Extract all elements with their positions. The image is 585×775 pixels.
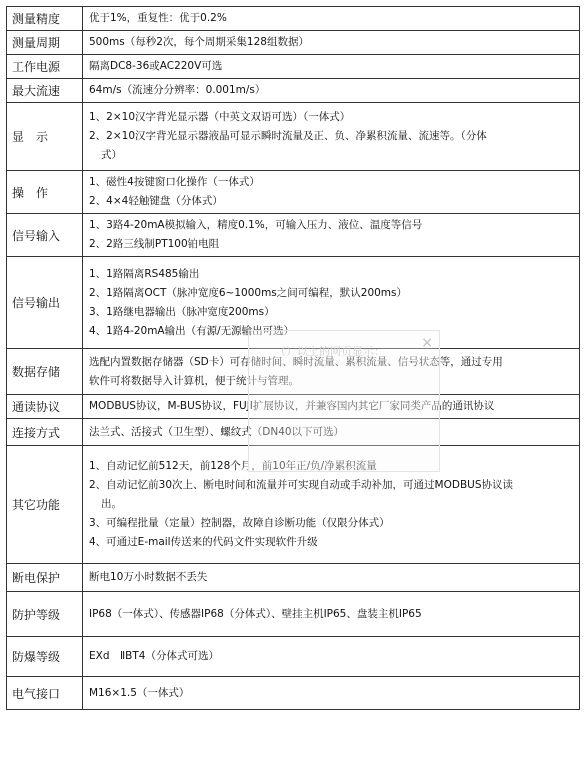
spec-value [83,171,580,214]
spec-value [83,677,580,710]
spec-value-line: 1、3路4-20mA模拟输入，精度0.1%，可输入压力、液位、温度等信号 [89,219,423,231]
spec-label: 操 作 [7,171,83,214]
spec-value-line: 出。 [101,498,122,510]
spec-row [7,103,580,171]
spec-value [83,564,580,592]
spec-row [7,677,580,710]
spec-label: 信号输出 [7,257,83,349]
spec-value [83,79,580,103]
spec-row [7,214,580,257]
spec-value-line: MODBUS协议，M-BUS协议，FUJI扩展协议，并兼容国内其它厂家同类产品的通讯协议 [89,400,495,412]
spec-label: 工作电源 [7,55,83,79]
spec-label: 信号输入 [7,214,83,257]
spec-label: 防护等级 [7,592,83,637]
spec-row [7,79,580,103]
spec-row [7,55,580,79]
spec-label: 最大流速 [7,79,83,103]
close-icon[interactable]: × [421,335,433,351]
spec-label: 数据存储 [7,349,83,395]
spec-value-line: 选配内置数据存储器（SD卡）可存储时间、瞬时流量、累积流量、信号状态等，通过专用 [89,355,503,368]
spec-value-line: 1、自动记忆前512天，前128个月，前10年正/负/净累积流量 [89,460,377,472]
spec-value-line: 优于1%，重复性：优于0.2% [89,12,227,24]
spec-label: 其它功能 [7,446,83,564]
spec-label: 测量周期 [7,31,83,55]
spec-value-line: 4、1路4-20mA输出（有源/无源输出可选） [89,324,295,337]
spec-value-line: EXd ⅡBT4（分体式可选） [89,650,219,662]
spec-value-line: 2、自动记忆前30次上、断电时间和流量并可实现自动或手动补加，可通过MODBUS协议读 [89,479,514,491]
spec-row [7,564,580,592]
spec-label: 测量精度 [7,7,83,31]
spec-value-line: 2、2×10汉字背光显示器液晶可显示瞬时流量及正、负、净累积流量、流速等。（分体 [89,130,487,142]
watermark-text: （）以上的网页显示： [275,345,385,358]
spec-row [7,592,580,637]
spec-row [7,7,580,31]
spec-label: 连接方式 [7,419,83,446]
spec-value-line: 1、2×10汉字背光显示器（中英文双语可选）（一体式） [89,111,351,123]
spec-value [83,7,580,31]
spec-label: 通读协议 [7,395,83,419]
spec-label: 显 示 [7,103,83,171]
spec-value [83,103,580,171]
spec-value-line: 软件可将数据导入计算机，便于统计与管理。 [89,374,299,387]
spec-value-line: 2、2路三线制PT100铂电阻 [89,238,220,250]
spec-value-line: 断电10万小时数据不丢失 [89,571,208,583]
spec-value-line: IP68（一体式）、传感器IP68（分体式）、壁挂主机IP65、盘装主机IP65 [89,607,422,620]
spec-label: 电气接口 [7,677,83,710]
spec-value-line: 式） [101,149,122,161]
spec-value [83,214,580,257]
spec-value-line: 500ms（每秒2次，每个周期采集128组数据） [89,36,309,48]
spec-value-line: 法兰式、活接式（卫生型）、螺纹式（DN40以下可选） [89,425,345,438]
spec-row [7,171,580,214]
spec-value [83,592,580,637]
spec-value-line: 2、1路隔离OCT（脉冲宽度6~1000ms之间可编程，默认200ms） [89,286,408,299]
spec-value-line: 64m/s（流速分分辨率：0.001m/s） [89,84,266,96]
spec-label: 防爆等级 [7,637,83,677]
spec-value [83,31,580,55]
spec-row [7,637,580,677]
spec-label: 断电保护 [7,564,83,592]
watermark-overlay [248,330,440,472]
spec-value-line: 1、磁性4按键窗口化操作（一体式） [89,176,260,188]
spec-value [83,55,580,79]
spec-value [83,637,580,677]
spec-value-line: 隔离DC8-36或AC220V可选 [89,60,223,72]
spec-value-line: 3、1路继电器输出（脉冲宽度200ms） [89,305,275,318]
spec-value-line: 3、可编程批量（定量）控制器，故障自诊断功能（仅限分体式） [89,517,390,529]
spec-value-line: 4、可通过E-mail传送来的代码文件实现软件升级 [89,536,318,548]
spec-value-line: 2、4×4轻触键盘（分体式） [89,195,223,207]
spec-value-line: 1、1路隔离RS485输出 [89,267,200,280]
spec-value-line: M16×1.5（一体式） [89,686,190,699]
spec-row [7,31,580,55]
